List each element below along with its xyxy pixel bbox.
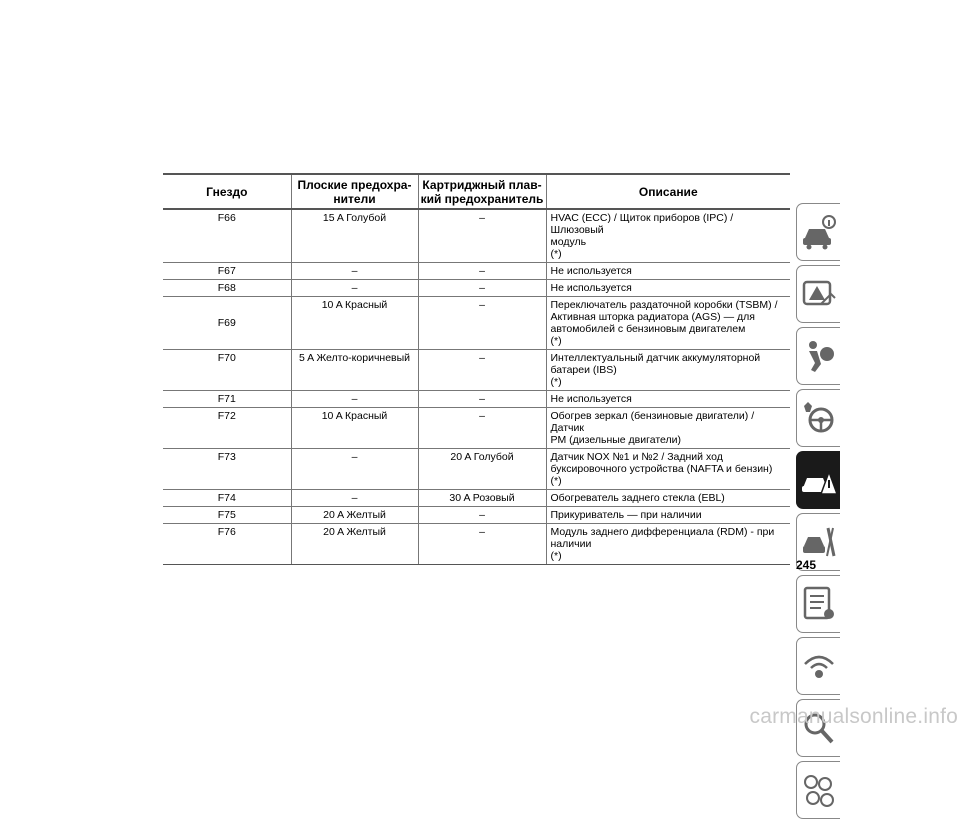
description-cell: [546, 408, 790, 449]
description-line: Не используется: [550, 282, 632, 294]
header-socket: Гнездо: [163, 174, 291, 209]
description-cell: [546, 209, 790, 263]
description-cell: [546, 490, 790, 507]
table-row: [163, 280, 790, 297]
socket-cell: F69: [163, 297, 291, 350]
description-cell: [546, 449, 790, 490]
blade-fuse-cell: 5 A Желто-коричневый: [291, 350, 418, 391]
warning-lights-icon: [801, 274, 837, 314]
cartridge-fuse-cell: –: [418, 507, 546, 524]
description-cell: [546, 297, 790, 350]
description-line: батареи (IBS): [550, 364, 617, 376]
fuse-table: [163, 173, 790, 565]
blade-fuse-cell: –: [291, 391, 418, 408]
socket-cell: F67: [163, 263, 291, 280]
table-row: [163, 490, 790, 507]
blade-fuse-cell: 15 A Голубой: [291, 209, 418, 263]
socket-cell: F68: [163, 280, 291, 297]
description-line: Прикуриватель — при наличии: [550, 509, 702, 521]
car-info-icon: [801, 212, 837, 252]
safety-airbag-icon: [801, 336, 837, 376]
description-line: HVAC (ECC) / Щиток приборов (IPC) / Шлюзовый: [550, 212, 734, 236]
description-line: Переключатель раздаточной коробки (TSBM) /: [550, 299, 778, 311]
description-line: Не используется: [550, 265, 632, 277]
table-row: [163, 507, 790, 524]
description-cell: [546, 350, 790, 391]
tab-multimedia[interactable]: [796, 637, 840, 695]
blade-fuse-cell: –: [291, 490, 418, 507]
description-line: Модуль заднего дифференциала (RDM) - при: [550, 526, 775, 538]
socket-cell: F71: [163, 391, 291, 408]
socket-cell: F73: [163, 449, 291, 490]
socket-cell: F76: [163, 524, 291, 565]
tab-vehicle-info[interactable]: [796, 203, 840, 261]
description-cell: [546, 391, 790, 408]
cartridge-fuse-cell: –: [418, 524, 546, 565]
tab-languages[interactable]: [796, 761, 840, 819]
socket-cell: F74: [163, 490, 291, 507]
description-cell: [546, 507, 790, 524]
description-line: (*): [550, 248, 562, 260]
description-cell: [546, 280, 790, 297]
description-line: (*): [550, 475, 562, 487]
description-line: наличии: [550, 538, 592, 550]
specifications-icon: [801, 584, 837, 624]
multimedia-icon: [801, 646, 837, 686]
cartridge-fuse-cell: 30 A Розовый: [418, 490, 546, 507]
blade-fuse-cell: 10 A Красный: [291, 297, 418, 350]
chapter-tabs: [796, 203, 842, 823]
description-line: (*): [550, 550, 562, 562]
table-row: [163, 209, 790, 263]
cartridge-fuse-cell: 20 A Голубой: [418, 449, 546, 490]
header-blade-fuses: Плоские предохра- нители: [291, 174, 418, 209]
description-cell: [546, 524, 790, 565]
description-line: PM (дизельные двигатели): [550, 434, 681, 446]
cartridge-fuse-cell: –: [418, 350, 546, 391]
blade-fuse-cell: –: [291, 263, 418, 280]
description-cell: [546, 263, 790, 280]
cartridge-fuse-cell: –: [418, 297, 546, 350]
blade-fuse-cell: 20 A Желтый: [291, 507, 418, 524]
description-line: (*): [550, 376, 562, 388]
steering-wheel-icon: [801, 398, 837, 438]
tab-specifications[interactable]: [796, 575, 840, 633]
description-line: Обогрев зеркал (бензиновые двигатели) / Датчик: [550, 410, 755, 434]
table-row: [163, 297, 790, 350]
table-row: [163, 524, 790, 565]
description-line: Датчик NOX №1 и №2 / Задний ход: [550, 451, 723, 463]
cartridge-fuse-cell: –: [418, 263, 546, 280]
table-header-row: [163, 174, 790, 209]
description-line: Интеллектуальный датчик аккумуляторной: [550, 352, 761, 364]
socket-cell: F72: [163, 408, 291, 449]
tab-safety[interactable]: [796, 327, 840, 385]
blade-fuse-cell: 20 A Желтый: [291, 524, 418, 565]
table-row: [163, 263, 790, 280]
roadside-emergency-icon: [801, 460, 837, 500]
language-icon: [801, 770, 837, 810]
cartridge-fuse-cell: –: [418, 280, 546, 297]
tab-starting-operating[interactable]: [796, 389, 840, 447]
table-row: [163, 449, 790, 490]
watermark: carmanualsonline.info: [749, 705, 958, 728]
socket-cell: F66: [163, 209, 291, 263]
page-number: 245: [795, 558, 816, 572]
blade-fuse-cell: 10 A Красный: [291, 408, 418, 449]
description-line: модуль: [550, 236, 587, 248]
table-row: [163, 350, 790, 391]
tab-emergency[interactable]: [796, 451, 840, 509]
cartridge-fuse-cell: –: [418, 391, 546, 408]
blade-fuse-cell: –: [291, 449, 418, 490]
description-line: Обогреватель заднего стекла (EBL): [550, 492, 725, 504]
socket-cell: F75: [163, 507, 291, 524]
description-line: (*): [550, 335, 562, 347]
description-line: Активная шторка радиатора (AGS) — для: [550, 311, 755, 323]
description-line: автомобилей с бензиновым двигателем: [550, 323, 746, 335]
cartridge-fuse-cell: –: [418, 408, 546, 449]
socket-cell: F70: [163, 350, 291, 391]
table-row: [163, 391, 790, 408]
description-line: Не используется: [550, 393, 632, 405]
blade-fuse-cell: –: [291, 280, 418, 297]
header-cartridge-fuse: Картриджный плав- кий предохранитель: [418, 174, 546, 209]
table-row: [163, 408, 790, 449]
cartridge-fuse-cell: –: [418, 209, 546, 263]
description-line: буксировочного устройства (NAFTA и бензин): [550, 463, 773, 475]
tab-instrument-cluster[interactable]: [796, 265, 840, 323]
header-description: Описание: [546, 174, 790, 209]
service-tools-icon: [801, 522, 837, 562]
